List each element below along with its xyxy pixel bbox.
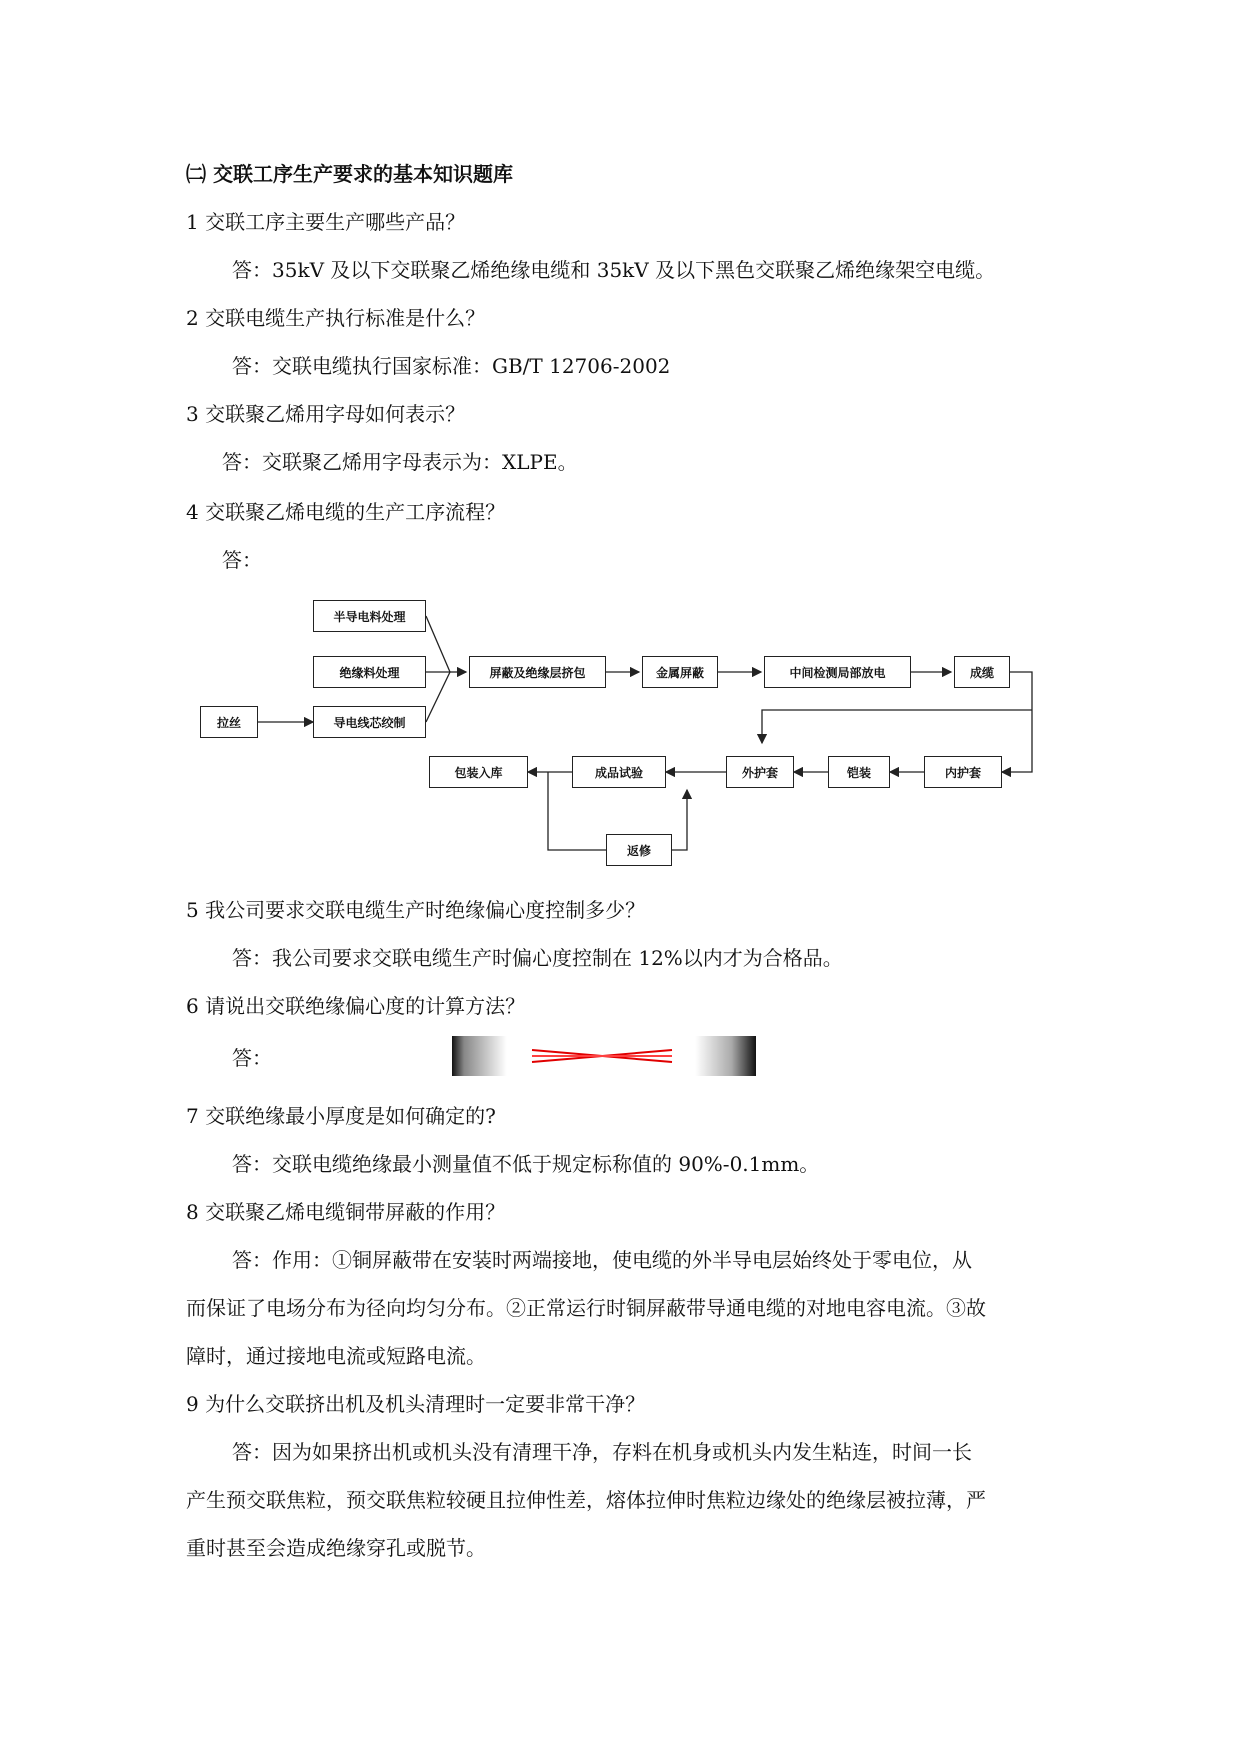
flow-box-wire-drawing: 拉丝 (200, 706, 258, 738)
flow-box-metal-shield: 金属屏蔽 (642, 656, 718, 688)
answer-6: 答： (232, 1046, 272, 1070)
question-6: 6 请说出交联绝缘偏心度的计算方法？ (186, 994, 526, 1018)
flow-box-packing: 包装入库 (429, 756, 528, 788)
flow-box-partial-discharge: 中间检测局部放电 (764, 656, 911, 688)
question-8: 8 交联聚乙烯电缆铜带屏蔽的作用？ (186, 1200, 506, 1224)
question-7: 7 交联绝缘最小厚度是如何确定的? (186, 1104, 496, 1128)
question-5: 5 我公司要求交联电缆生产时绝缘偏心度控制多少？ (186, 898, 646, 922)
question-3: 3 交联聚乙烯用字母如何表示？ (186, 402, 466, 426)
answer-9-line-1: 答：因为如果挤出机或机头没有清理干净，存料在机身或机头内发生粘连，时间一长 (232, 1440, 972, 1464)
answer-3: 答：交联聚乙烯用字母表示为：XLPE。 (222, 450, 578, 474)
flow-box-semiconductive: 半导电料处理 (313, 600, 426, 632)
question-4: 4 交联聚乙烯电缆的生产工序流程？ (186, 500, 506, 524)
answer-2: 答：交联电缆执行国家标准：GB/T 12706-2002 (232, 354, 671, 378)
answer-1: 答：35kV 及以下交联聚乙烯绝缘电缆和 35kV 及以下黑色交联聚乙烯绝缘架空电缆。 (232, 258, 996, 282)
flow-box-armoring: 铠装 (828, 756, 890, 788)
question-2: 2 交联电缆生产执行标准是什么？ (186, 306, 486, 330)
flow-box-insulation: 绝缘料处理 (313, 656, 426, 688)
flow-box-inner-sheath: 内护套 (924, 756, 1002, 788)
answer-5: 答：我公司要求交联电缆生产时偏心度控制在 12%以内才为合格品。 (232, 946, 843, 970)
answer-9-line-2: 产生预交联焦粒，预交联焦粒较硬且拉伸性差，熔体拉伸时焦粒边缘处的绝缘层被拉薄，严 (186, 1488, 986, 1512)
question-1: 1 交联工序主要生产哪些产品？ (186, 210, 466, 234)
broken-formula-image (452, 1036, 756, 1076)
answer-8-line-3: 障时，通过接地电流或短路电流。 (186, 1344, 486, 1368)
question-9: 9 为什么交联挤出机及机头清理时一定要非常干净？ (186, 1392, 646, 1416)
answer-8-line-2: 而保证了电场分布为径向均匀分布。②正常运行时铜屏蔽带导通电缆的对地电容电流。③故 (186, 1296, 986, 1320)
answer-8-line-1: 答：作用：①铜屏蔽带在安装时两端接地，使电缆的外半导电层始终处于零电位，从 (232, 1248, 972, 1272)
flow-box-repair: 返修 (606, 834, 672, 866)
answer-7: 答：交联电缆绝缘最小测量值不低于规定标称值的 90%-0.1mm。 (232, 1152, 820, 1176)
process-flow-diagram (196, 592, 1056, 882)
flow-box-conductor-stranding: 导电线芯绞制 (313, 706, 426, 738)
flow-box-outer-sheath: 外护套 (726, 756, 794, 788)
answer-4: 答： (222, 548, 262, 572)
flow-box-extrusion: 屏蔽及绝缘层挤包 (469, 656, 606, 688)
section-title: ㈡ 交联工序生产要求的基本知识题库 (186, 162, 513, 186)
flow-box-product-test: 成品试验 (572, 756, 666, 788)
answer-9-line-3: 重时甚至会造成绝缘穿孔或脱节。 (186, 1536, 486, 1560)
flow-box-cabling: 成缆 (954, 656, 1010, 688)
red-cross-icon (452, 1036, 756, 1076)
